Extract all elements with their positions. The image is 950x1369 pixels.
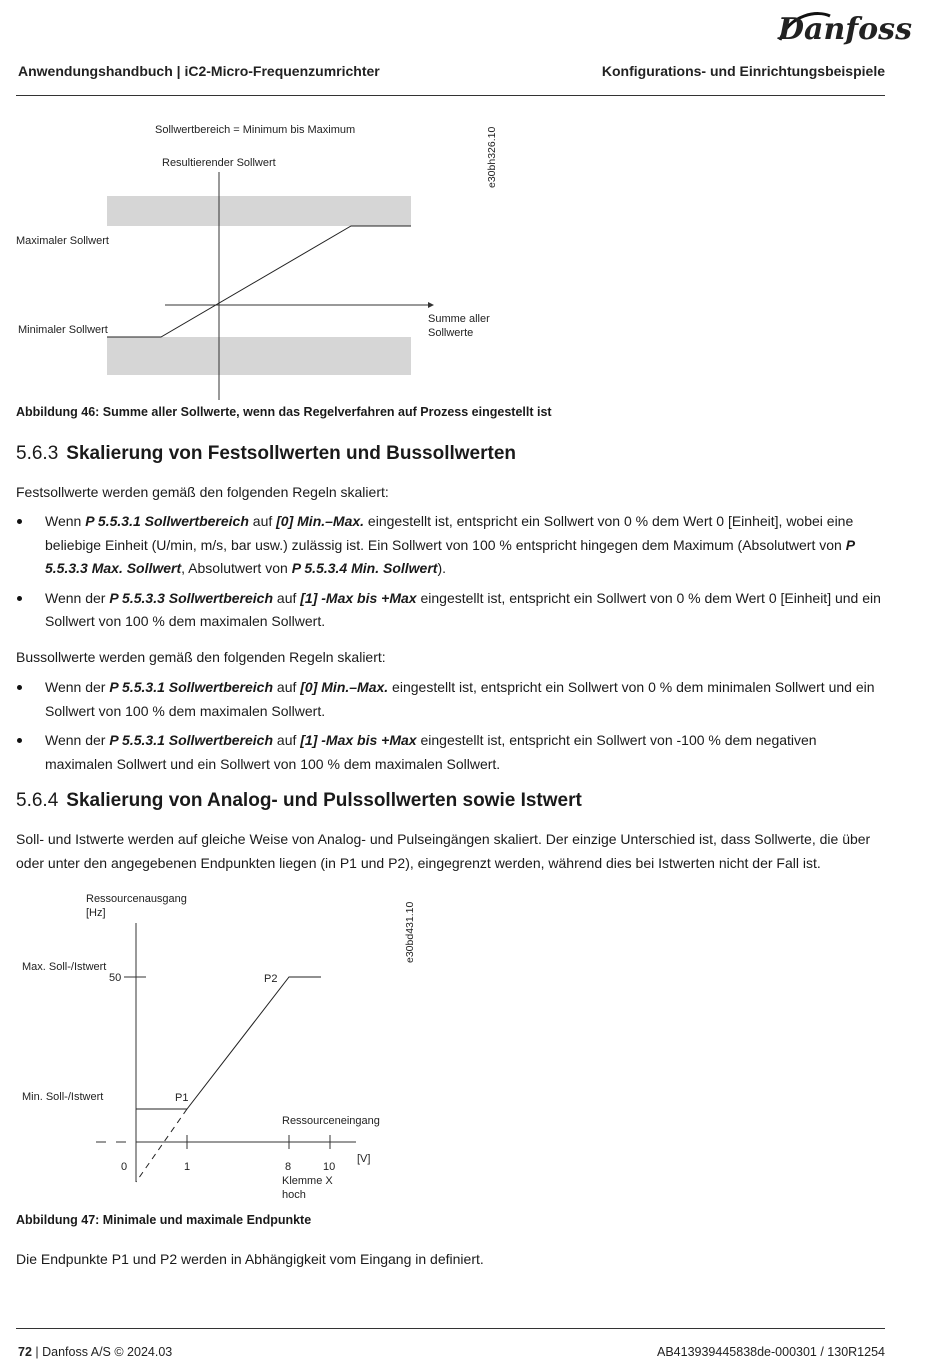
list-item-text: Wenn der	[45, 679, 110, 695]
terminal-label-1: Klemme X	[282, 1175, 333, 1187]
parameter-reference: [1] -Max bis +Max	[300, 589, 417, 606]
list-item-text: Wenn	[45, 513, 86, 529]
section-number: 5.6.3	[16, 443, 59, 464]
section-title: Skalierung von Festsollwerten und Bussollwerten	[66, 443, 517, 464]
reference-curve	[136, 977, 321, 1109]
parameter-reference: P 5.5.3.4 Min. Sollwert	[291, 560, 438, 576]
list-item	[16, 510, 886, 581]
x-axis-unit: [V]	[357, 1153, 371, 1165]
figure-47-caption: Abbildung 47: Minimale und maximale Endpunkte	[16, 1213, 312, 1227]
terminal-label-2: hoch	[282, 1189, 306, 1201]
list-item-text: eingestellt ist, entspricht ein Sollwert von -100 % dem negativen maximalen Sollwert und ein Sollwert von 100 % dem maximalen Sollwert.	[45, 732, 817, 772]
section-heading-563	[16, 443, 516, 465]
danfoss-logo	[770, 6, 912, 52]
list-item-text: ).	[437, 560, 446, 576]
section-564-paragraph: Soll- und Istwerte werden auf gleiche Weise von Analog- und Pulseingängen skaliert. Der einzige Unterschied ist, dass Sollwerte, die über oder unter den angegebenen Endpunkten liegen (in P1 und P2), eingegrenzt werden, während dies bei Istwerten nicht der Fall ist.	[16, 831, 871, 871]
figure-code: e30bd431.10	[404, 901, 416, 963]
figure-code: e30bh326.10	[486, 126, 498, 188]
figure-46-diagram	[0, 110, 560, 405]
max-label: Max. Soll-/Istwert	[22, 961, 107, 973]
list-item-text: eingestellt ist, entspricht ein Sollwert von 0 % dem Wert 0 [Einheit], wobei eine beliebige Einheit (U/min, m/s, bar usw.) zulässig ist. Ein Sollwert von 100 % entspricht hingegen dem Maximum (Absolutwert von	[45, 513, 854, 553]
parameter-reference: P 5.5.3.3 Max. Sollwert	[45, 536, 855, 576]
max-setpoint-label: Maximaler Sollwert	[16, 235, 109, 247]
figure-46	[0, 110, 560, 405]
sum-label-line1: Summe aller	[428, 313, 490, 325]
footer-company: | Danfoss A/S © 2024.03	[31, 1345, 173, 1359]
list-item-text: eingestellt ist, entspricht ein Sollwert von 0 % dem Wert 0 [Einheit] und ein Sollwert von 100 % dem maximalen Sollwert.	[45, 589, 881, 629]
parameter-reference: P 5.5.3.1 Sollwertbereich	[85, 513, 249, 529]
y-axis-unit: [Hz]	[86, 907, 106, 919]
danfoss-logo-graphic	[770, 6, 912, 52]
section-heading-564	[16, 790, 582, 812]
fixed-intro: Festsollwerte werden gemäß den folgenden Regeln skaliert:	[16, 484, 389, 500]
result-label: Resultierender Sollwert	[162, 157, 276, 169]
y-axis-label: Ressourcenausgang	[86, 893, 187, 905]
parameter-reference: P 5.5.3.3 Sollwertbereich	[109, 589, 274, 606]
tick-1-label: 1	[184, 1161, 191, 1173]
section-header-title: Konfigurations- und Einrichtungsbeispiele	[601, 63, 885, 79]
list-item-text: Wenn der	[45, 589, 110, 606]
max-range-band	[107, 196, 411, 226]
footer-left	[18, 1345, 172, 1359]
section-title: Skalierung von Analog- und Pulssollwerten sowie Istwert	[66, 790, 582, 811]
footer-document-id: AB413939445838de-000301 / 130R1254	[657, 1345, 885, 1359]
parameter-reference: [0] Min.–Max.	[300, 679, 389, 695]
list-item-text: Wenn der	[45, 732, 110, 748]
closing-paragraph: Die Endpunkte P1 und P2 werden in Abhängigkeit vom Eingang in definiert.	[16, 1251, 484, 1267]
parameter-reference: [1] -Max bis +Max	[300, 732, 417, 748]
parameter-reference: P 5.5.3.1 Sollwertbereich	[109, 732, 274, 748]
x-axis-arrow	[428, 302, 434, 308]
p2-label: P2	[264, 973, 278, 985]
min-label: Min. Soll-/Istwert	[22, 1091, 104, 1103]
page-number: 72	[18, 1345, 32, 1359]
list-item-text: auf	[248, 513, 277, 529]
parameter-reference: [0] Min.–Max.	[276, 513, 365, 529]
bus-setpoint-rules	[16, 676, 886, 782]
logo-text: Danfoss	[778, 12, 912, 47]
tick-8-label: 8	[285, 1161, 292, 1173]
footer-divider	[16, 1328, 885, 1329]
figure-47	[0, 885, 440, 1205]
tick-0-label: 0	[121, 1161, 128, 1173]
sum-label-line2: Sollwerte	[428, 327, 474, 339]
header-divider	[16, 95, 885, 96]
list-item-text: auf	[273, 732, 301, 748]
figure-47-diagram	[0, 885, 440, 1205]
list-item-text: auf	[273, 679, 301, 695]
fixed-setpoint-rules	[16, 510, 886, 640]
min-setpoint-label: Minimaler Sollwert	[18, 324, 108, 336]
reference-curve	[107, 226, 411, 337]
extrapolation-line	[136, 1109, 187, 1182]
p1-label: P1	[175, 1092, 189, 1104]
document-title: Anwendungshandbuch | iC2-Micro-Frequenzumrichter	[18, 63, 380, 79]
figure-46-caption: Abbildung 46: Summe aller Sollwerte, wenn das Regelverfahren auf Prozess eingestellt ist	[16, 405, 552, 419]
min-range-band	[107, 337, 411, 375]
bus-intro: Bussollwerte werden gemäß den folgenden Regeln skaliert:	[16, 649, 386, 665]
tick-10-label: 10	[323, 1161, 336, 1173]
list-item-text: eingestellt ist, entspricht ein Sollwert von 0 % dem minimalen Sollwert und ein Sollwert von 100 % dem maximalen Sollwert.	[45, 679, 875, 719]
tick-50-label: 50	[109, 972, 122, 984]
list-item	[16, 676, 886, 723]
list-item-text: auf	[273, 589, 301, 606]
list-item-text: , Absolutwert von	[181, 560, 292, 576]
x-axis-label: Ressourceneingang	[282, 1115, 380, 1127]
range-label: Sollwertbereich = Minimum bis Maximum	[155, 124, 356, 136]
list-item	[16, 729, 886, 776]
parameter-reference: P 5.5.3.1 Sollwertbereich	[109, 679, 274, 695]
list-item	[16, 587, 886, 634]
section-number: 5.6.4	[16, 790, 59, 811]
